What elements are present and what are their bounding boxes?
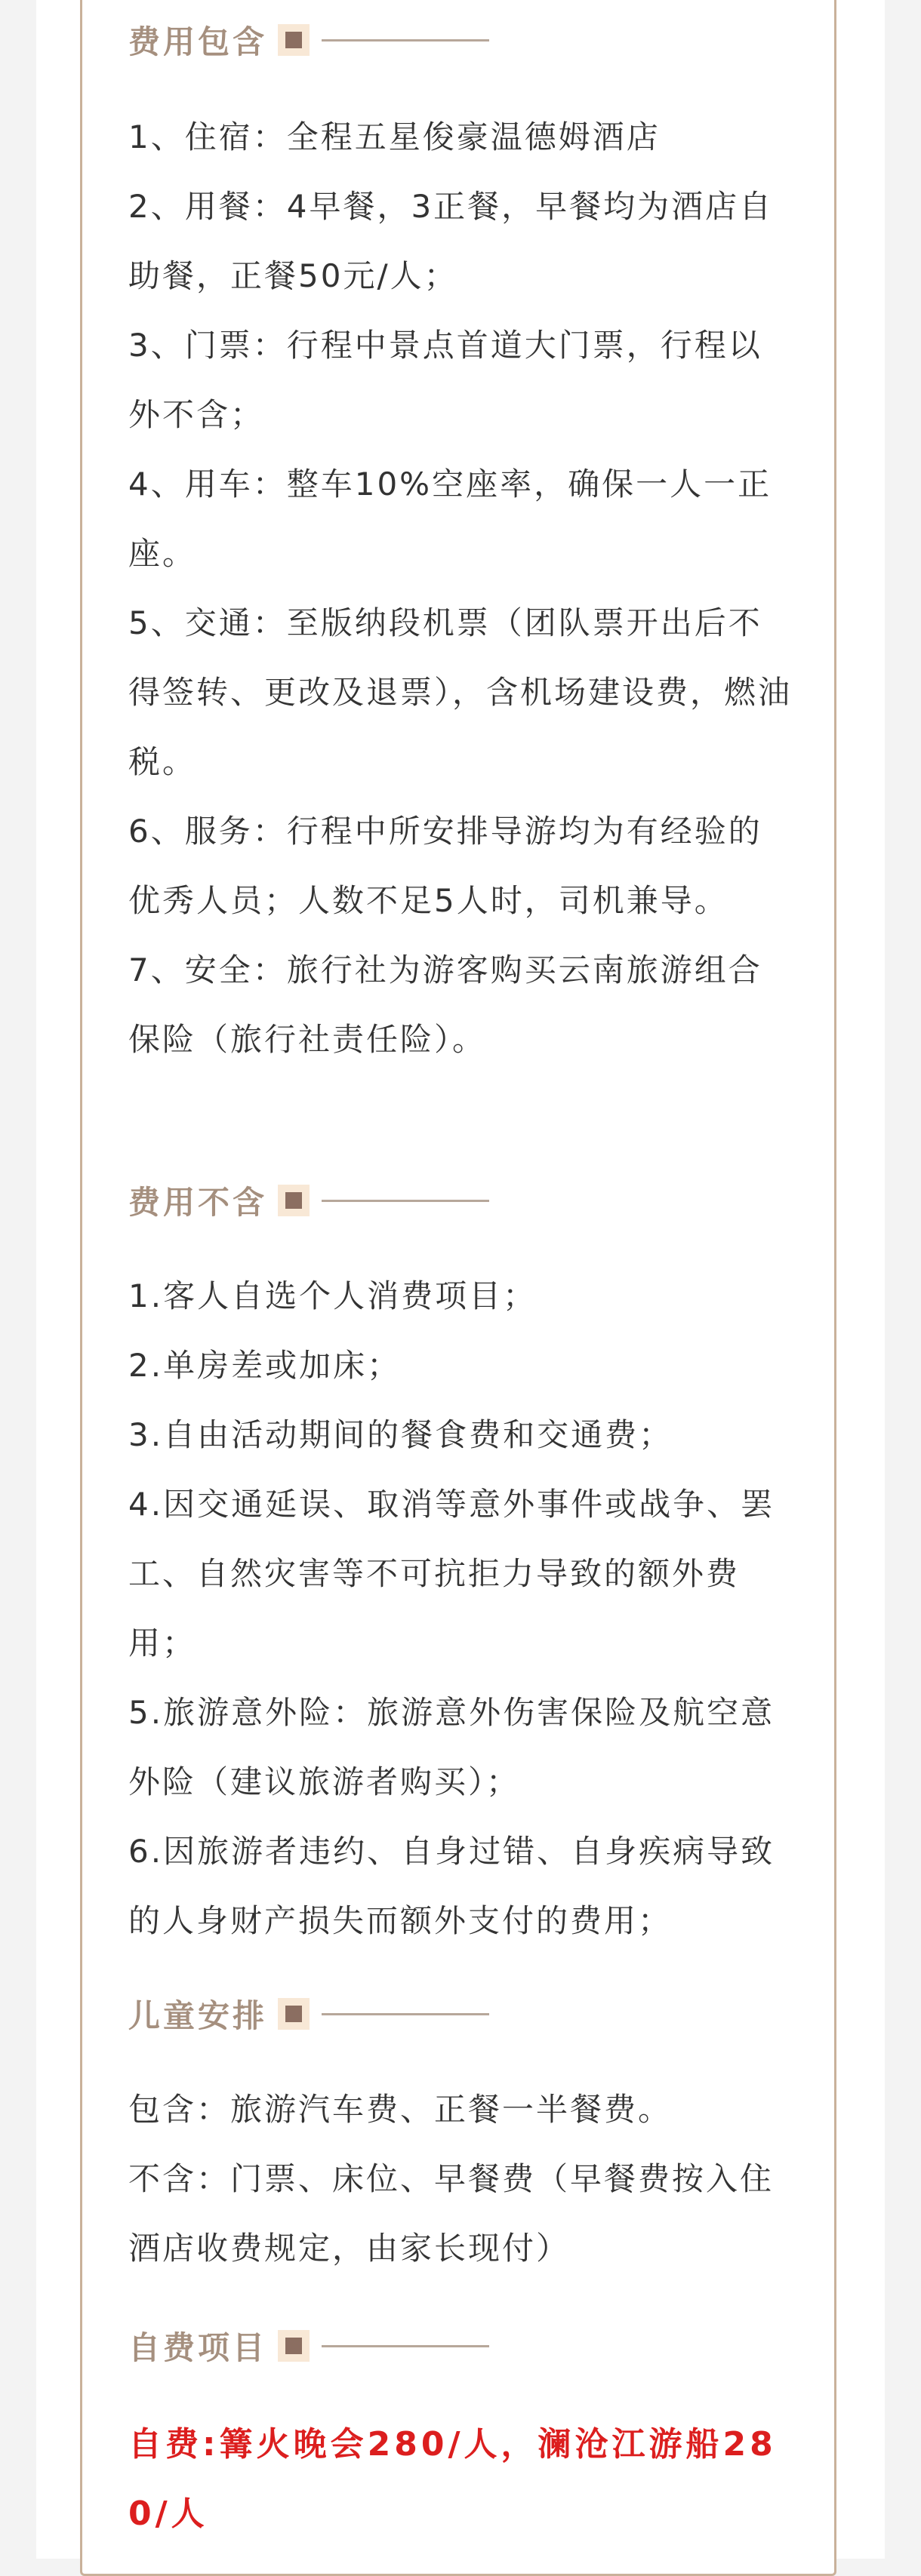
list-item: 6、服务：行程中所安排导游均为有经验的优秀人员；人数不足5人时，司机兼导。 <box>128 813 762 919</box>
list-item: 包含：旅游汽车费、正餐一半餐费。 <box>128 2091 673 2128</box>
square-icon <box>278 1998 310 2030</box>
section-title-children: 儿童安排 <box>128 1997 268 2034</box>
excluded-list <box>128 1262 793 1956</box>
list-item: 2、用餐：4早餐，3正餐，早餐均为酒店自助餐，正餐50元/人； <box>128 188 774 294</box>
list-item: 6.因旅游者违约、自身过错、自身疾病导致的人身财产损失而额外支付的费用； <box>128 1833 775 1939</box>
list-item: 5、交通：至版纳段机票（团队票开出后不得签转、更改及退票），含机场建设费，燃油税。 <box>128 604 793 780</box>
square-icon <box>278 24 310 56</box>
list-item: 4.因交通延误、取消等意外事件或战争、罢工、自然灾害等不可抗拒力导致的额外费用； <box>128 1486 775 1661</box>
optional-fee-highlight: 自费:篝火晚会280/人，澜沧江游船280/人 <box>128 2425 777 2533</box>
section-divider-line <box>322 2013 489 2015</box>
list-item: 3.自由活动期间的餐食费和交通费； <box>128 1416 673 1453</box>
section-divider-line <box>322 2345 489 2347</box>
list-item: 3、门票：行程中景点首道大门票，行程以外不含； <box>128 327 762 433</box>
section-divider-line <box>322 39 489 41</box>
square-icon <box>278 1185 310 1216</box>
list-item: 7、安全：旅行社为游客购买云南旅游组合保险（旅行社责任险）。 <box>128 951 762 1058</box>
section-header-included <box>128 14 489 66</box>
section-header-optional <box>128 2319 489 2372</box>
list-item: 不含：门票、床位、早餐费（早餐费按入住酒店收费规定，由家长现付） <box>128 2160 775 2267</box>
children-list <box>128 2075 793 2283</box>
list-item: 4、用车：整车10%空座率，确保一人一正座。 <box>128 466 772 572</box>
section-title-included: 费用包含 <box>128 23 268 60</box>
list-item: 5.旅游意外险：旅游意外伤害保险及航空意外险（建议旅游者购买）； <box>128 1694 775 1800</box>
list-item: 1.客人自选个人消费项目； <box>128 1277 538 1314</box>
square-icon <box>278 2330 310 2362</box>
section-header-children <box>128 1987 489 2040</box>
section-header-excluded <box>128 1174 489 1227</box>
section-title-optional: 自费项目 <box>128 2329 268 2366</box>
section-divider-line <box>322 1200 489 1202</box>
list-item: 1、住宿：全程五星俊豪温德姆酒店 <box>128 118 661 155</box>
optional-note <box>128 2410 793 2549</box>
included-list <box>128 103 793 1074</box>
section-title-excluded: 费用不含 <box>128 1184 268 1221</box>
list-item: 2.单房差或加床； <box>128 1347 402 1384</box>
